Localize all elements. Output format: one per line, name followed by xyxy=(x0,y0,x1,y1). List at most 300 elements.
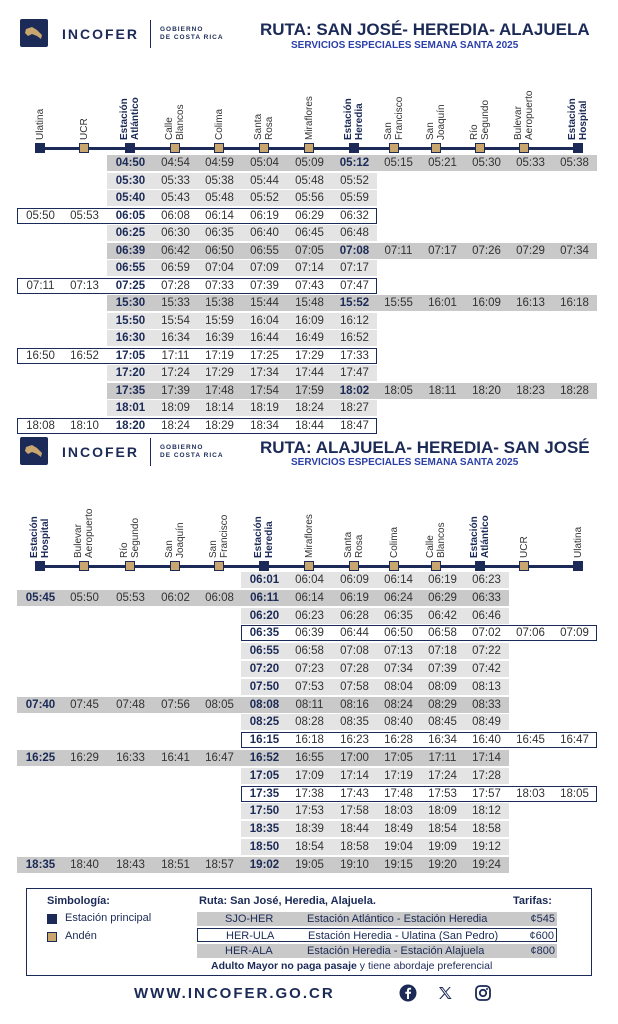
time-cell: 18:19 xyxy=(250,402,279,414)
time-cell: 18:24 xyxy=(295,402,324,414)
time-cell: 18:23 xyxy=(516,384,545,397)
time-cell: 07:45 xyxy=(70,698,99,711)
tarifa-code: HER-ALA xyxy=(225,945,273,957)
time-cell: 15:44 xyxy=(250,297,279,309)
station-header: Estación Atlántico xyxy=(469,515,491,558)
time-cell: 18:51 xyxy=(161,858,190,871)
time-cell: 07:40 xyxy=(25,698,56,711)
station-header: UCR xyxy=(518,536,530,558)
time-cell: 19:10 xyxy=(340,858,369,871)
time-cell: 17:34 xyxy=(250,367,279,379)
tarifa-code: SJO-HER xyxy=(225,913,274,925)
time-cell: 06:39 xyxy=(295,627,324,640)
station-header: San Francisco xyxy=(208,514,230,558)
principal-station-icon xyxy=(35,561,45,571)
time-cell: 05:56 xyxy=(295,192,324,204)
legend-box xyxy=(26,888,592,976)
time-cell: 18:20 xyxy=(472,384,501,397)
time-cell: 17:38 xyxy=(295,787,324,800)
time-cell: 18:54 xyxy=(428,823,457,836)
time-cell: 18:29 xyxy=(205,419,234,432)
time-cell: 04:59 xyxy=(205,157,234,169)
time-cell: 18:47 xyxy=(340,419,369,432)
time-cell: 17:44 xyxy=(295,367,324,379)
time-cell: 06:08 xyxy=(161,209,190,222)
time-cell: 08:28 xyxy=(295,716,324,729)
time-cell: 06:08 xyxy=(205,591,234,604)
time-cell: 06:20 xyxy=(249,609,280,622)
time-cell: 06:23 xyxy=(472,574,501,586)
header-divider xyxy=(150,438,151,466)
anden-icon xyxy=(349,561,359,571)
time-cell: 06:33 xyxy=(472,591,501,604)
time-cell: 18:03 xyxy=(384,805,413,818)
time-cell: 06:01 xyxy=(249,574,280,586)
time-cell: 18:57 xyxy=(205,858,234,871)
ruta-label: Ruta: San José, Heredia, Alajuela. xyxy=(199,895,376,907)
time-cell: 17:43 xyxy=(340,787,369,800)
time-cell: 16:09 xyxy=(295,314,324,327)
time-cell: 18:28 xyxy=(560,384,589,397)
time-cell: 16:52 xyxy=(249,752,280,764)
anden-icon xyxy=(475,143,485,153)
time-cell: 18:24 xyxy=(161,419,190,432)
time-cell: 06:46 xyxy=(472,609,501,622)
time-cell: 06:30 xyxy=(161,227,190,239)
time-cell: 07:47 xyxy=(340,279,369,292)
tarifa-price: ¢545 xyxy=(530,913,555,925)
time-cell: 05:48 xyxy=(295,174,324,187)
principal-station-icon xyxy=(573,143,583,153)
anden-icon xyxy=(170,561,180,571)
time-cell: 07:22 xyxy=(472,645,501,658)
time-cell: 07:04 xyxy=(205,262,234,274)
time-cell: 16:18 xyxy=(560,297,589,309)
time-cell: 07:11 xyxy=(26,279,55,292)
time-cell: 07:42 xyxy=(472,663,501,675)
time-cell: 06:44 xyxy=(340,627,369,640)
time-cell: 17:29 xyxy=(295,349,324,362)
time-cell: 06:24 xyxy=(384,591,413,604)
time-cell: 05:52 xyxy=(250,192,279,204)
time-cell: 07:11 xyxy=(384,244,413,257)
time-cell: 18:49 xyxy=(384,823,413,836)
station-header: San Joaquín xyxy=(425,104,447,140)
time-cell: 05:12 xyxy=(339,157,370,169)
time-cell: 16:12 xyxy=(340,314,369,327)
tarifa-desc: Estación Heredia - Ulatina (San Pedro) xyxy=(308,930,499,942)
tarifa-desc: Estación Heredia - Estación Alajuela xyxy=(307,945,485,957)
time-cell: 06:55 xyxy=(249,645,280,658)
time-cell: 06:29 xyxy=(428,591,457,604)
time-cell: 07:58 xyxy=(340,680,369,693)
time-cell: 06:42 xyxy=(428,609,457,622)
time-cell: 16:50 xyxy=(26,349,55,362)
time-cell: 07:34 xyxy=(560,244,589,257)
time-cell: 18:44 xyxy=(295,419,324,432)
time-cell: 05:09 xyxy=(295,157,324,169)
station-header: UCR xyxy=(78,118,90,140)
principal-station-icon xyxy=(125,143,135,153)
time-cell: 17:50 xyxy=(249,805,280,818)
time-cell: 17:14 xyxy=(472,752,501,764)
time-cell: 16:29 xyxy=(70,752,99,764)
station-header: Colima xyxy=(213,108,225,140)
time-cell: 17:05 xyxy=(115,349,146,362)
time-cell: 17:57 xyxy=(472,787,501,800)
time-cell: 07:53 xyxy=(295,680,324,693)
time-cell: 05:44 xyxy=(250,174,279,187)
time-cell: 17:58 xyxy=(340,805,369,818)
time-cell: 17:47 xyxy=(340,367,369,379)
time-cell: 06:05 xyxy=(115,209,146,222)
time-cell: 19:09 xyxy=(428,841,457,853)
time-cell: 16:34 xyxy=(161,332,190,344)
anden-icon xyxy=(125,561,135,571)
time-cell: 06:25 xyxy=(115,227,146,239)
station-header: Estación Heredia xyxy=(253,516,275,558)
time-cell: 06:35 xyxy=(249,627,280,640)
time-cell: 06:02 xyxy=(161,591,190,604)
time-cell: 08:33 xyxy=(472,698,501,711)
costa-rica-logo-icon xyxy=(20,19,48,47)
time-cell: 07:56 xyxy=(161,698,190,711)
time-cell: 15:33 xyxy=(161,297,190,309)
time-cell: 06:19 xyxy=(428,574,457,586)
brand-name: INCOFER xyxy=(62,26,139,42)
station-header: Bulevar Aeropuerto xyxy=(513,90,535,140)
time-cell: 07:29 xyxy=(516,244,545,257)
time-cell: 07:13 xyxy=(70,279,99,292)
time-cell: 07:25 xyxy=(115,279,146,292)
tarifa-price: ¢600 xyxy=(529,930,554,942)
time-cell: 17:54 xyxy=(250,384,279,397)
anden-icon xyxy=(79,561,89,571)
time-cell: 07:17 xyxy=(340,262,369,274)
time-cell: 07:05 xyxy=(295,244,324,257)
station-header: Calle Blancos xyxy=(425,522,447,558)
time-cell: 08:04 xyxy=(384,680,413,693)
time-cell: 07:28 xyxy=(161,279,190,292)
route-title-1: RUTA: SAN JOSÉ- HEREDIA- ALAJUELA xyxy=(260,20,590,39)
time-cell: 19:04 xyxy=(384,841,413,853)
time-cell: 18:35 xyxy=(249,823,280,836)
time-cell: 15:30 xyxy=(115,297,146,309)
time-cell: 19:05 xyxy=(295,858,324,871)
time-cell: 05:53 xyxy=(116,591,145,604)
tarifa-price: ¢800 xyxy=(530,945,555,957)
time-cell: 18:44 xyxy=(340,823,369,836)
time-cell: 18:54 xyxy=(295,841,324,853)
time-cell: 16:33 xyxy=(116,752,145,764)
time-cell: 05:04 xyxy=(250,157,279,169)
time-cell: 16:18 xyxy=(295,734,324,747)
time-cell: 17:53 xyxy=(295,805,324,818)
time-cell: 04:50 xyxy=(115,157,146,169)
time-cell: 15:59 xyxy=(205,314,234,327)
station-header: Santa Rosa xyxy=(343,531,365,558)
time-cell: 05:38 xyxy=(205,174,234,187)
tarifa-row xyxy=(197,912,557,926)
time-cell: 18:20 xyxy=(115,419,146,432)
simbologia-label: Simbología: xyxy=(47,895,110,907)
time-cell: 07:34 xyxy=(384,663,413,675)
time-cell: 08:05 xyxy=(205,698,234,711)
station-header: Miraflores xyxy=(303,514,315,558)
tarifa-code: HER-ULA xyxy=(226,930,275,942)
time-cell: 05:45 xyxy=(25,591,56,604)
time-cell: 17:59 xyxy=(295,384,324,397)
time-cell: 06:14 xyxy=(295,591,324,604)
time-cell: 18:11 xyxy=(428,384,457,397)
anden-icon xyxy=(431,561,441,571)
time-cell: 18:50 xyxy=(249,841,280,853)
time-cell: 15:48 xyxy=(295,297,324,309)
time-cell: 06:14 xyxy=(205,209,234,222)
time-cell: 05:43 xyxy=(161,192,190,204)
time-cell: 16:13 xyxy=(516,297,545,309)
time-cell: 08:45 xyxy=(428,716,457,729)
time-cell: 08:25 xyxy=(249,716,280,729)
time-cell: 05:38 xyxy=(560,157,589,169)
anden-icon xyxy=(79,143,89,153)
time-cell: 18:34 xyxy=(250,419,279,432)
time-cell: 17:35 xyxy=(249,787,280,800)
time-cell: 17:14 xyxy=(340,769,369,782)
time-cell: 17:48 xyxy=(205,384,234,397)
time-cell: 06:48 xyxy=(340,227,369,239)
time-cell: 18:27 xyxy=(340,402,369,414)
time-cell: 07:14 xyxy=(295,262,324,274)
time-cell: 16:04 xyxy=(250,314,279,327)
time-cell: 18:43 xyxy=(116,858,145,871)
time-cell: 06:39 xyxy=(115,244,146,257)
time-cell: 17:29 xyxy=(205,367,234,379)
tarifa-row xyxy=(197,944,557,958)
time-cell: 06:42 xyxy=(161,244,190,257)
station-header: San Joaquín xyxy=(164,522,186,558)
time-cell: 18:08 xyxy=(26,419,55,432)
time-cell: 05:21 xyxy=(428,157,457,169)
time-cell: 15:55 xyxy=(384,297,413,309)
time-cell: 18:35 xyxy=(25,858,56,871)
time-cell: 06:19 xyxy=(250,209,279,222)
time-cell: 06:29 xyxy=(295,209,324,222)
time-cell: 06:28 xyxy=(340,609,369,622)
anden-icon xyxy=(431,143,441,153)
time-cell: 17:28 xyxy=(472,769,501,782)
station-header: Río Segundo xyxy=(119,517,141,558)
time-cell: 08:49 xyxy=(472,716,501,729)
time-cell: 16:52 xyxy=(340,332,369,344)
time-cell: 05:33 xyxy=(516,157,545,169)
principal-station-icon xyxy=(475,561,485,571)
station-header: Estación Hospital xyxy=(567,98,589,140)
principal-station-icon xyxy=(35,143,45,153)
time-cell: 08:13 xyxy=(472,680,501,693)
anden-icon xyxy=(519,561,529,571)
time-cell: 17:33 xyxy=(340,349,369,362)
anden-icon xyxy=(47,932,57,942)
anden-icon xyxy=(304,143,314,153)
time-cell: 07:08 xyxy=(340,645,369,658)
time-cell: 07:08 xyxy=(339,244,370,257)
principal-station-icon xyxy=(259,561,269,571)
time-cell: 07:06 xyxy=(516,627,545,640)
time-cell: 05:15 xyxy=(384,157,413,169)
time-cell: 06:55 xyxy=(250,244,279,257)
time-cell: 05:48 xyxy=(205,192,234,204)
time-cell: 06:45 xyxy=(295,227,324,239)
time-cell: 06:35 xyxy=(384,609,413,622)
route-title-2: RUTA: ALAJUELA- HEREDIA- SAN JOSÉ xyxy=(260,438,590,457)
principal-station-icon xyxy=(47,914,57,924)
time-cell: 05:50 xyxy=(70,591,99,604)
time-cell: 16:47 xyxy=(205,752,234,764)
time-cell: 16:40 xyxy=(472,734,501,747)
time-cell: 16:44 xyxy=(250,332,279,344)
time-cell: 16:52 xyxy=(70,349,99,362)
x-icon[interactable] xyxy=(436,984,454,1002)
time-cell: 18:01 xyxy=(115,402,146,414)
route-subtitle-1: SERVICIOS ESPECIALES SEMANA SANTA 2025 xyxy=(291,40,519,51)
time-cell: 06:35 xyxy=(205,227,234,239)
time-cell: 07:02 xyxy=(472,627,501,640)
time-cell: 05:33 xyxy=(161,174,190,187)
time-cell: 07:26 xyxy=(472,244,501,257)
time-cell: 08:40 xyxy=(384,716,413,729)
time-cell: 16:09 xyxy=(472,297,501,309)
time-cell: 16:01 xyxy=(428,297,457,309)
time-cell: 17:53 xyxy=(428,787,457,800)
facebook-icon[interactable] xyxy=(399,984,417,1002)
anden-icon xyxy=(170,143,180,153)
station-header: Estación Atlántico xyxy=(119,97,141,140)
time-cell: 07:09 xyxy=(560,627,589,640)
time-cell: 08:24 xyxy=(384,698,413,711)
time-cell: 06:50 xyxy=(205,244,234,257)
time-cell: 06:11 xyxy=(250,591,279,604)
time-cell: 17:19 xyxy=(384,769,413,782)
station-header: Río Segundo xyxy=(469,99,491,140)
time-cell: 08:16 xyxy=(340,698,369,711)
time-cell: 06:58 xyxy=(295,645,324,658)
adulto-mayor-note: Adulto Mayor no paga pasaje y tiene abordaje preferencial xyxy=(211,960,493,972)
time-cell: 17:25 xyxy=(250,349,279,362)
station-header: Calle Blancos xyxy=(164,104,186,140)
station-header: Estación Heredia xyxy=(343,98,365,140)
anden-icon xyxy=(389,561,399,571)
time-cell: 07:39 xyxy=(250,279,279,292)
time-cell: 17:00 xyxy=(340,752,369,764)
station-header: Miraflores xyxy=(303,96,315,140)
time-cell: 07:43 xyxy=(295,279,324,292)
anden-legend-label: Andén xyxy=(65,930,97,942)
time-cell: 08:09 xyxy=(428,680,457,693)
route-subtitle-2: SERVICIOS ESPECIALES SEMANA SANTA 2025 xyxy=(291,457,519,468)
time-cell: 18:12 xyxy=(472,805,501,818)
time-cell: 17:39 xyxy=(161,384,190,397)
time-cell: 15:52 xyxy=(339,297,370,309)
tarifas-label: Tarifas: xyxy=(513,895,552,907)
time-cell: 18:05 xyxy=(384,384,413,397)
time-cell: 16:49 xyxy=(295,332,324,344)
time-cell: 06:09 xyxy=(340,574,369,586)
tarifa-desc: Estación Atlántico - Estación Heredia xyxy=(307,913,488,925)
time-cell: 19:24 xyxy=(472,858,501,871)
time-cell: 18:58 xyxy=(472,823,501,836)
time-cell: 06:40 xyxy=(250,227,279,239)
time-cell: 08:29 xyxy=(428,698,457,711)
time-cell: 08:08 xyxy=(249,698,280,711)
time-cell: 07:23 xyxy=(295,663,324,675)
time-cell: 18:40 xyxy=(70,858,99,871)
time-cell: 06:32 xyxy=(340,209,369,222)
time-cell: 18:58 xyxy=(340,841,369,853)
anden-icon xyxy=(214,561,224,571)
time-cell: 16:34 xyxy=(428,734,457,747)
station-header: Santa Rosa xyxy=(253,113,275,140)
time-cell: 15:54 xyxy=(161,314,190,327)
time-cell: 16:45 xyxy=(516,734,545,747)
time-cell: 15:38 xyxy=(205,297,234,309)
time-cell: 16:39 xyxy=(205,332,234,344)
station-header: Estación Hospital xyxy=(29,516,51,558)
time-cell: 16:30 xyxy=(115,332,146,344)
header-divider xyxy=(150,20,151,48)
anden-icon xyxy=(259,143,269,153)
time-cell: 07:50 xyxy=(249,680,280,693)
time-cell: 17:05 xyxy=(384,752,413,764)
time-cell: 16:23 xyxy=(340,734,369,747)
time-cell: 07:48 xyxy=(116,698,145,711)
anden-icon xyxy=(304,561,314,571)
time-cell: 18:14 xyxy=(205,402,234,414)
time-cell: 18:05 xyxy=(560,787,589,800)
time-cell: 17:20 xyxy=(115,367,146,379)
costa-rica-logo-icon xyxy=(20,437,48,465)
gobierno-label: GOBIERNO DE COSTA RICA xyxy=(160,26,224,41)
station-header: Ulatina xyxy=(34,108,46,140)
time-cell: 06:19 xyxy=(340,591,369,604)
time-cell: 05:30 xyxy=(115,174,146,187)
time-cell: 18:39 xyxy=(295,823,324,836)
station-header: Ulatina xyxy=(572,526,584,558)
website-link[interactable]: WWW.INCOFER.GO.CR xyxy=(134,985,335,1002)
brand-name: INCOFER xyxy=(62,444,139,460)
instagram-icon[interactable] xyxy=(474,984,492,1002)
time-cell: 07:09 xyxy=(250,262,279,274)
time-cell: 05:30 xyxy=(472,157,501,169)
time-cell: 17:48 xyxy=(384,787,413,800)
time-cell: 06:50 xyxy=(384,627,413,640)
time-cell: 18:03 xyxy=(516,787,545,800)
time-cell: 19:12 xyxy=(472,841,501,853)
time-cell: 06:58 xyxy=(428,627,457,640)
time-cell: 07:18 xyxy=(428,645,457,658)
time-cell: 16:25 xyxy=(25,752,56,764)
time-cell: 07:33 xyxy=(205,279,234,292)
time-cell: 08:35 xyxy=(340,716,369,729)
time-cell: 18:10 xyxy=(70,419,99,432)
time-cell: 17:19 xyxy=(205,349,234,362)
time-cell: 06:14 xyxy=(384,574,413,586)
time-cell: 04:54 xyxy=(161,157,190,169)
time-cell: 17:35 xyxy=(115,384,146,397)
time-cell: 07:39 xyxy=(428,663,457,675)
time-cell: 06:04 xyxy=(295,574,324,586)
gobierno-label: GOBIERNO DE COSTA RICA xyxy=(160,444,224,459)
